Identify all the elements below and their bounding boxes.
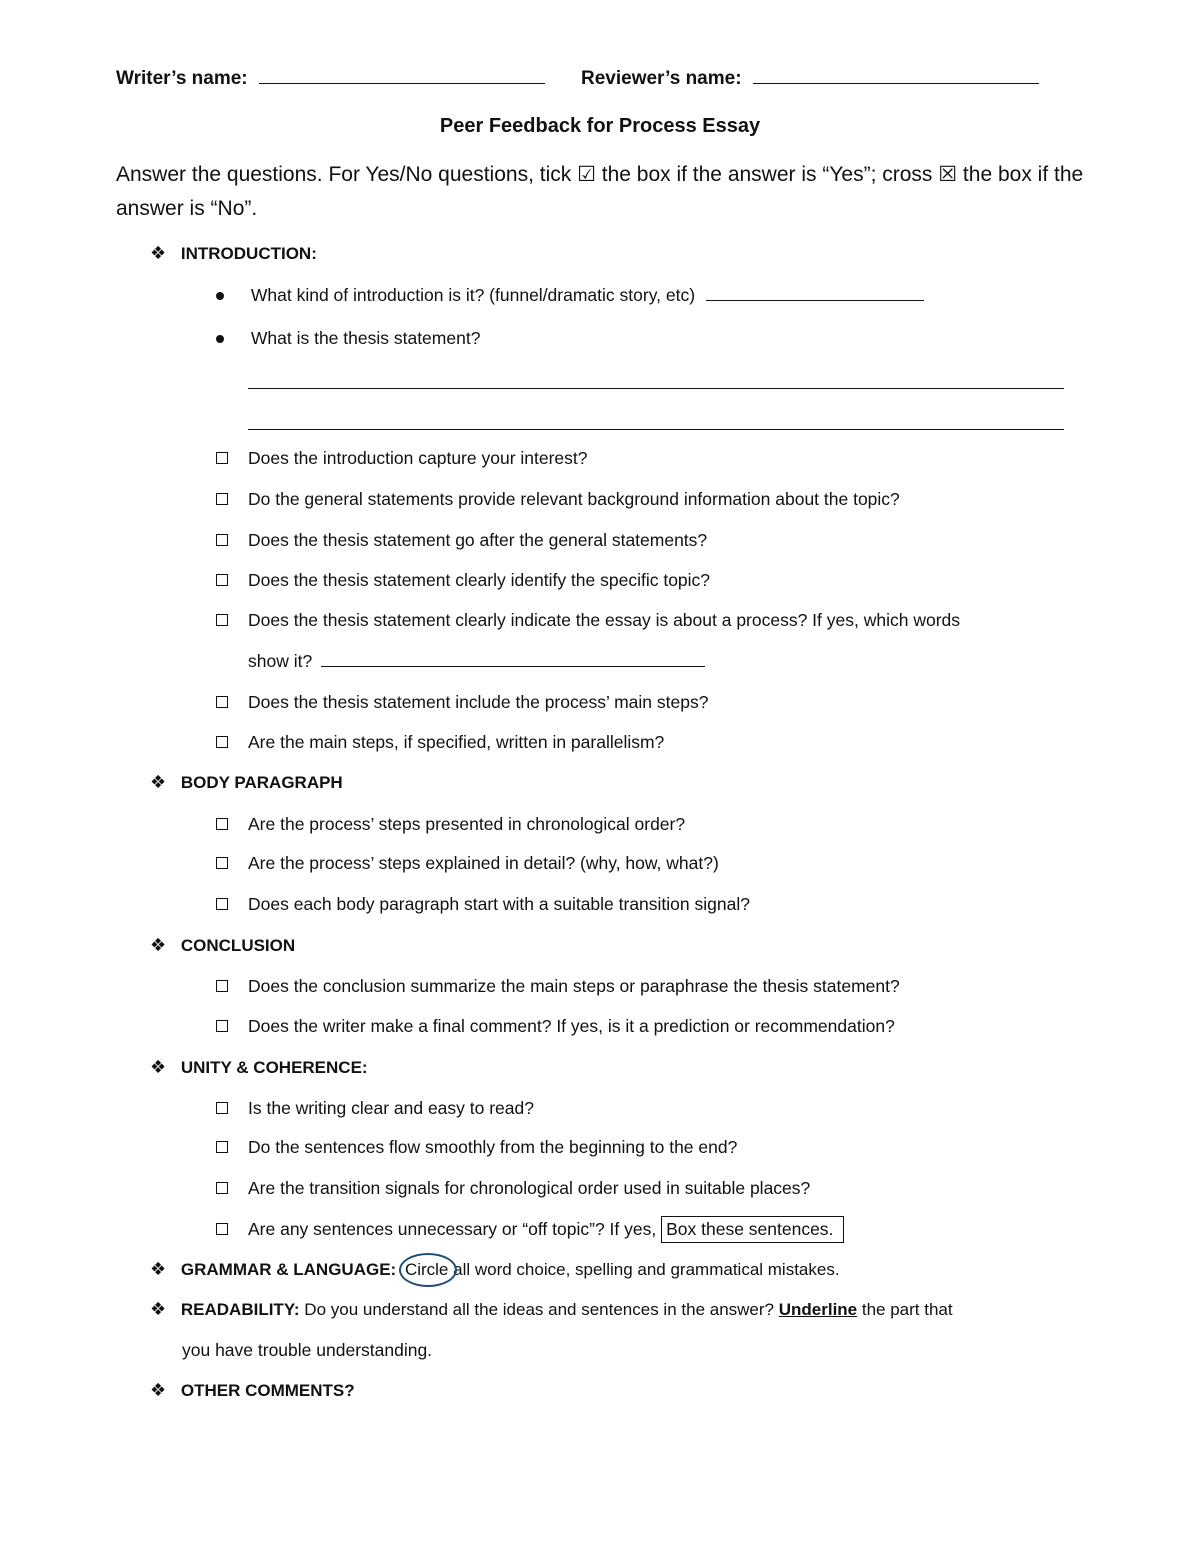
- bullet-text: What kind of introduction is it? (funnel/dramatic story, etc): [250, 285, 696, 305]
- question-text: Does the introduction capture your interest?: [248, 448, 588, 468]
- reviewer-name-row: [581, 68, 1039, 90]
- checkbox-icon[interactable]: [216, 1020, 228, 1032]
- checkbox-icon[interactable]: [216, 1141, 228, 1153]
- intro-question-6: [216, 692, 708, 713]
- bullet-text: What is the thesis statement?: [250, 328, 481, 348]
- unity-question-1: [216, 1098, 534, 1119]
- section-other-comments: [150, 1380, 355, 1401]
- section-heading: GRAMMAR & LANGUAGE:: [180, 1260, 397, 1279]
- checkbox-icon[interactable]: [216, 534, 228, 546]
- section-text: Do you understand all the ideas and sentences in the answer?: [304, 1300, 774, 1319]
- section-text: all word choice, spelling and grammatical mistakes.: [453, 1260, 840, 1279]
- diamond-bullet-icon: ❖: [150, 935, 167, 955]
- question-text: Does each body paragraph start with a suitable transition signal?: [248, 894, 750, 914]
- section-unity-coherence: [150, 1057, 368, 1078]
- section-introduction: [150, 243, 317, 264]
- circled-example: [405, 1260, 453, 1279]
- checkbox-icon[interactable]: [216, 1223, 228, 1235]
- body-question-2: [216, 853, 719, 874]
- process-words-field[interactable]: [321, 652, 705, 667]
- section-heading: OTHER COMMENTS?: [180, 1381, 355, 1400]
- bullet-icon: [216, 292, 224, 300]
- section-text: the part that: [861, 1300, 953, 1319]
- reviewer-name-field[interactable]: [753, 69, 1039, 84]
- checkbox-icon[interactable]: [216, 736, 228, 748]
- section-heading: UNITY & COHERENCE:: [180, 1058, 368, 1077]
- checkbox-icon[interactable]: [216, 857, 228, 869]
- readability-line-2: you have trouble understanding.: [182, 1340, 433, 1360]
- conclusion-question-2: [216, 1016, 895, 1037]
- section-grammar-language: [150, 1259, 840, 1280]
- unity-question-4: [216, 1219, 844, 1240]
- unity-question-2: [216, 1137, 737, 1158]
- section-heading: READABILITY:: [180, 1300, 300, 1319]
- question-text: Are any sentences unnecessary or “off topic”? If yes,: [248, 1219, 657, 1239]
- bullet-icon: [216, 335, 224, 343]
- section-heading: BODY PARAGRAPH: [180, 773, 343, 792]
- question-text: Does the thesis statement include the process’ main steps?: [248, 692, 709, 712]
- diamond-bullet-icon: ❖: [150, 772, 167, 792]
- body-question-1: [216, 814, 685, 835]
- question-text: Are the process’ steps presented in chronological order?: [248, 814, 686, 834]
- checkbox-icon[interactable]: [216, 574, 228, 586]
- intro-bullet-1: [216, 285, 924, 306]
- intro-question-3: [216, 530, 707, 551]
- writer-name-row: [116, 68, 545, 90]
- checkbox-icon[interactable]: [216, 1182, 228, 1194]
- intro-bullet-2: [216, 328, 480, 349]
- question-text: Do the sentences flow smoothly from the beginning to the end?: [248, 1137, 738, 1157]
- writer-name-field[interactable]: [259, 69, 545, 84]
- checkbox-icon[interactable]: [216, 452, 228, 464]
- boxed-example-text: Box these sentences.: [661, 1216, 844, 1243]
- question-text: Are the transition signals for chronological order used in suitable places?: [248, 1178, 811, 1198]
- question-text: Does the thesis statement clearly indicate the essay is about a process? If yes, which words: [248, 610, 961, 630]
- unity-question-3: [216, 1178, 810, 1199]
- checkbox-icon[interactable]: [216, 980, 228, 992]
- intro-question-5-continuation: [248, 651, 705, 672]
- question-text: Does the thesis statement go after the general statements?: [248, 530, 708, 550]
- checkbox-icon[interactable]: [216, 898, 228, 910]
- checkbox-icon[interactable]: [216, 818, 228, 830]
- section-conclusion: [150, 935, 295, 956]
- question-text: Does the writer make a final comment? If yes, is it a prediction or recommendation?: [248, 1016, 895, 1036]
- intro-question-7: [216, 732, 664, 753]
- checkbox-icon[interactable]: [216, 1102, 228, 1114]
- question-text: Does the thesis statement clearly identify the specific topic?: [248, 570, 711, 590]
- thesis-answer-line-2[interactable]: [248, 429, 1064, 430]
- question-text: show it?: [248, 651, 313, 671]
- instructions: Answer the questions. For Yes/No questions, tick ☑ the box if the answer is “Yes”; cross ☒ the box if the answer is “No”.: [116, 163, 1084, 220]
- thesis-answer-line-1[interactable]: [248, 388, 1064, 389]
- checkbox-icon[interactable]: [216, 696, 228, 708]
- intro-type-field[interactable]: [706, 286, 924, 301]
- question-text: Are the main steps, if specified, written in parallelism?: [248, 732, 665, 752]
- circled-word: Circle: [404, 1260, 449, 1279]
- intro-question-1: [216, 448, 588, 469]
- intro-question-2: [216, 489, 900, 510]
- reviewer-name-label: Reviewer’s name:: [581, 68, 742, 89]
- page-title: Peer Feedback for Process Essay: [439, 115, 761, 137]
- diamond-bullet-icon: ❖: [150, 1299, 167, 1319]
- intro-question-4: [216, 570, 710, 591]
- section-body-paragraph: [150, 772, 343, 793]
- checkbox-icon[interactable]: [216, 493, 228, 505]
- section-heading: INTRODUCTION:: [180, 244, 317, 263]
- question-text: Does the conclusion summarize the main steps or paraphrase the thesis statement?: [248, 976, 900, 996]
- section-readability: [150, 1299, 953, 1320]
- diamond-bullet-icon: ❖: [150, 243, 167, 263]
- circle-outline-icon: [399, 1253, 457, 1287]
- question-text: Is the writing clear and easy to read?: [248, 1098, 534, 1118]
- writer-name-label: Writer’s name:: [116, 68, 248, 89]
- intro-question-5: [216, 610, 960, 631]
- question-text: Do the general statements provide relevant background information about the topic?: [248, 489, 900, 509]
- diamond-bullet-icon: ❖: [150, 1380, 167, 1400]
- diamond-bullet-icon: ❖: [150, 1057, 167, 1077]
- question-text: Are the process’ steps explained in detail? (why, how, what?): [248, 853, 719, 873]
- body-question-3: [216, 894, 750, 915]
- underlined-example: Underline: [778, 1300, 858, 1319]
- diamond-bullet-icon: ❖: [150, 1259, 167, 1279]
- conclusion-question-1: [216, 976, 900, 997]
- checkbox-icon[interactable]: [216, 614, 228, 626]
- section-heading: CONCLUSION: [180, 936, 296, 955]
